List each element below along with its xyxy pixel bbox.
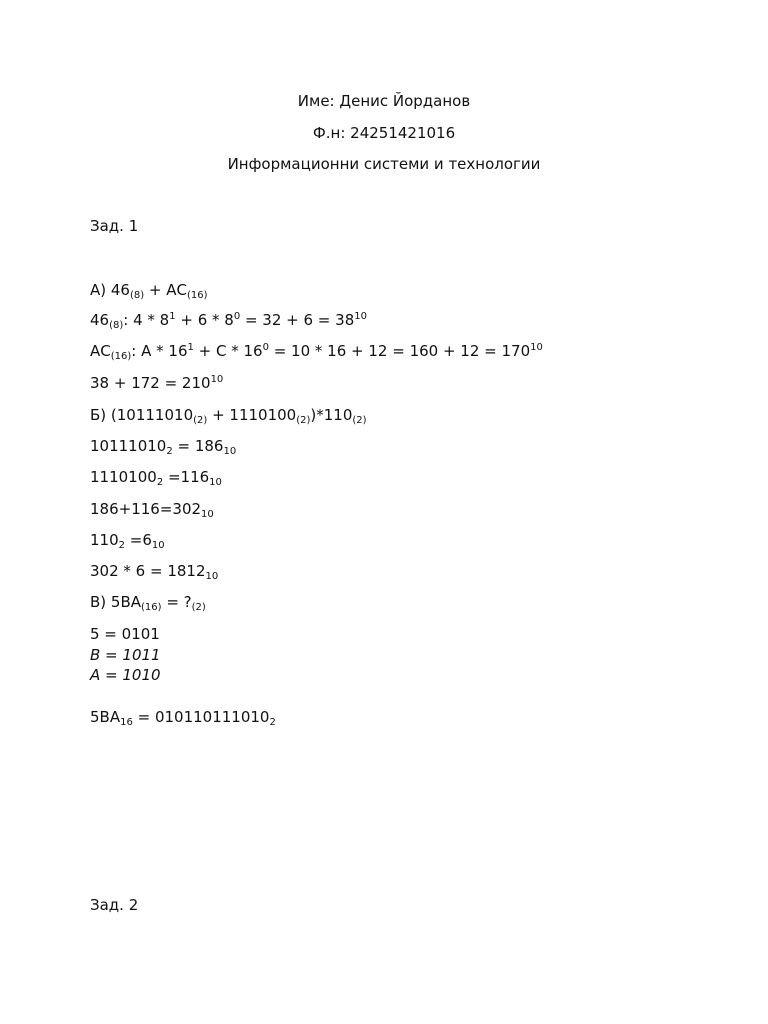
task1-a-line3: $38 + 172 = 210^{10}$ [90,374,224,392]
task1-b-line2: $1110100_2 =116_{10}$ [90,468,222,488]
task1-b-line1: $10111010_2 = 186_{10}$ [90,437,237,457]
student-name: Име: Денис Йорданов [297,92,471,110]
task1-title: Зад. 1 [90,217,139,235]
task1-a-line2: $АС_{(16)}$: $А * 16^1 + С * 16^0 = 10 * 16 + 12 = 160 + 12 = 170^{10}$ [90,342,543,362]
task1-a-line1: $46_{(8)}$: $4 * 8^1 + 6 * 8^0 = 32 + 6 = 38^{10}$ [90,311,367,331]
task1-c-problem: В) $5ВА_{(16)}$ = $?_{(2)}$ [90,593,206,613]
program-name: Информационни системи и технологии [227,155,541,173]
faculty-number: Ф.н: 24251421016 [312,124,456,142]
task1-c-digit-b: В = 1011 [90,646,161,664]
task1-b-line3: $186+116=302_{10}$ [90,500,214,520]
task1-c-result: $5ВА_{16} = 010110111010_2$ [90,708,276,728]
task2-title: Зад. 2 [90,896,139,914]
task1-a-problem: А) $46_{(8)} + АС_{(16)}$ [90,281,208,301]
task1-b-line4: $110_2 =6_{10}$ [90,531,165,551]
task1-b-line5: $302 * 6 = 1812_{10}$ [90,562,219,582]
task1-b-problem: Б) $(10111010_{(2)} + 1110100_{(2)})*110_{(2)}$ [90,406,367,426]
task1-c-digit-5: 5 = 0101 [90,625,160,643]
task1-c-digit-a: А = 1010 [90,666,161,684]
